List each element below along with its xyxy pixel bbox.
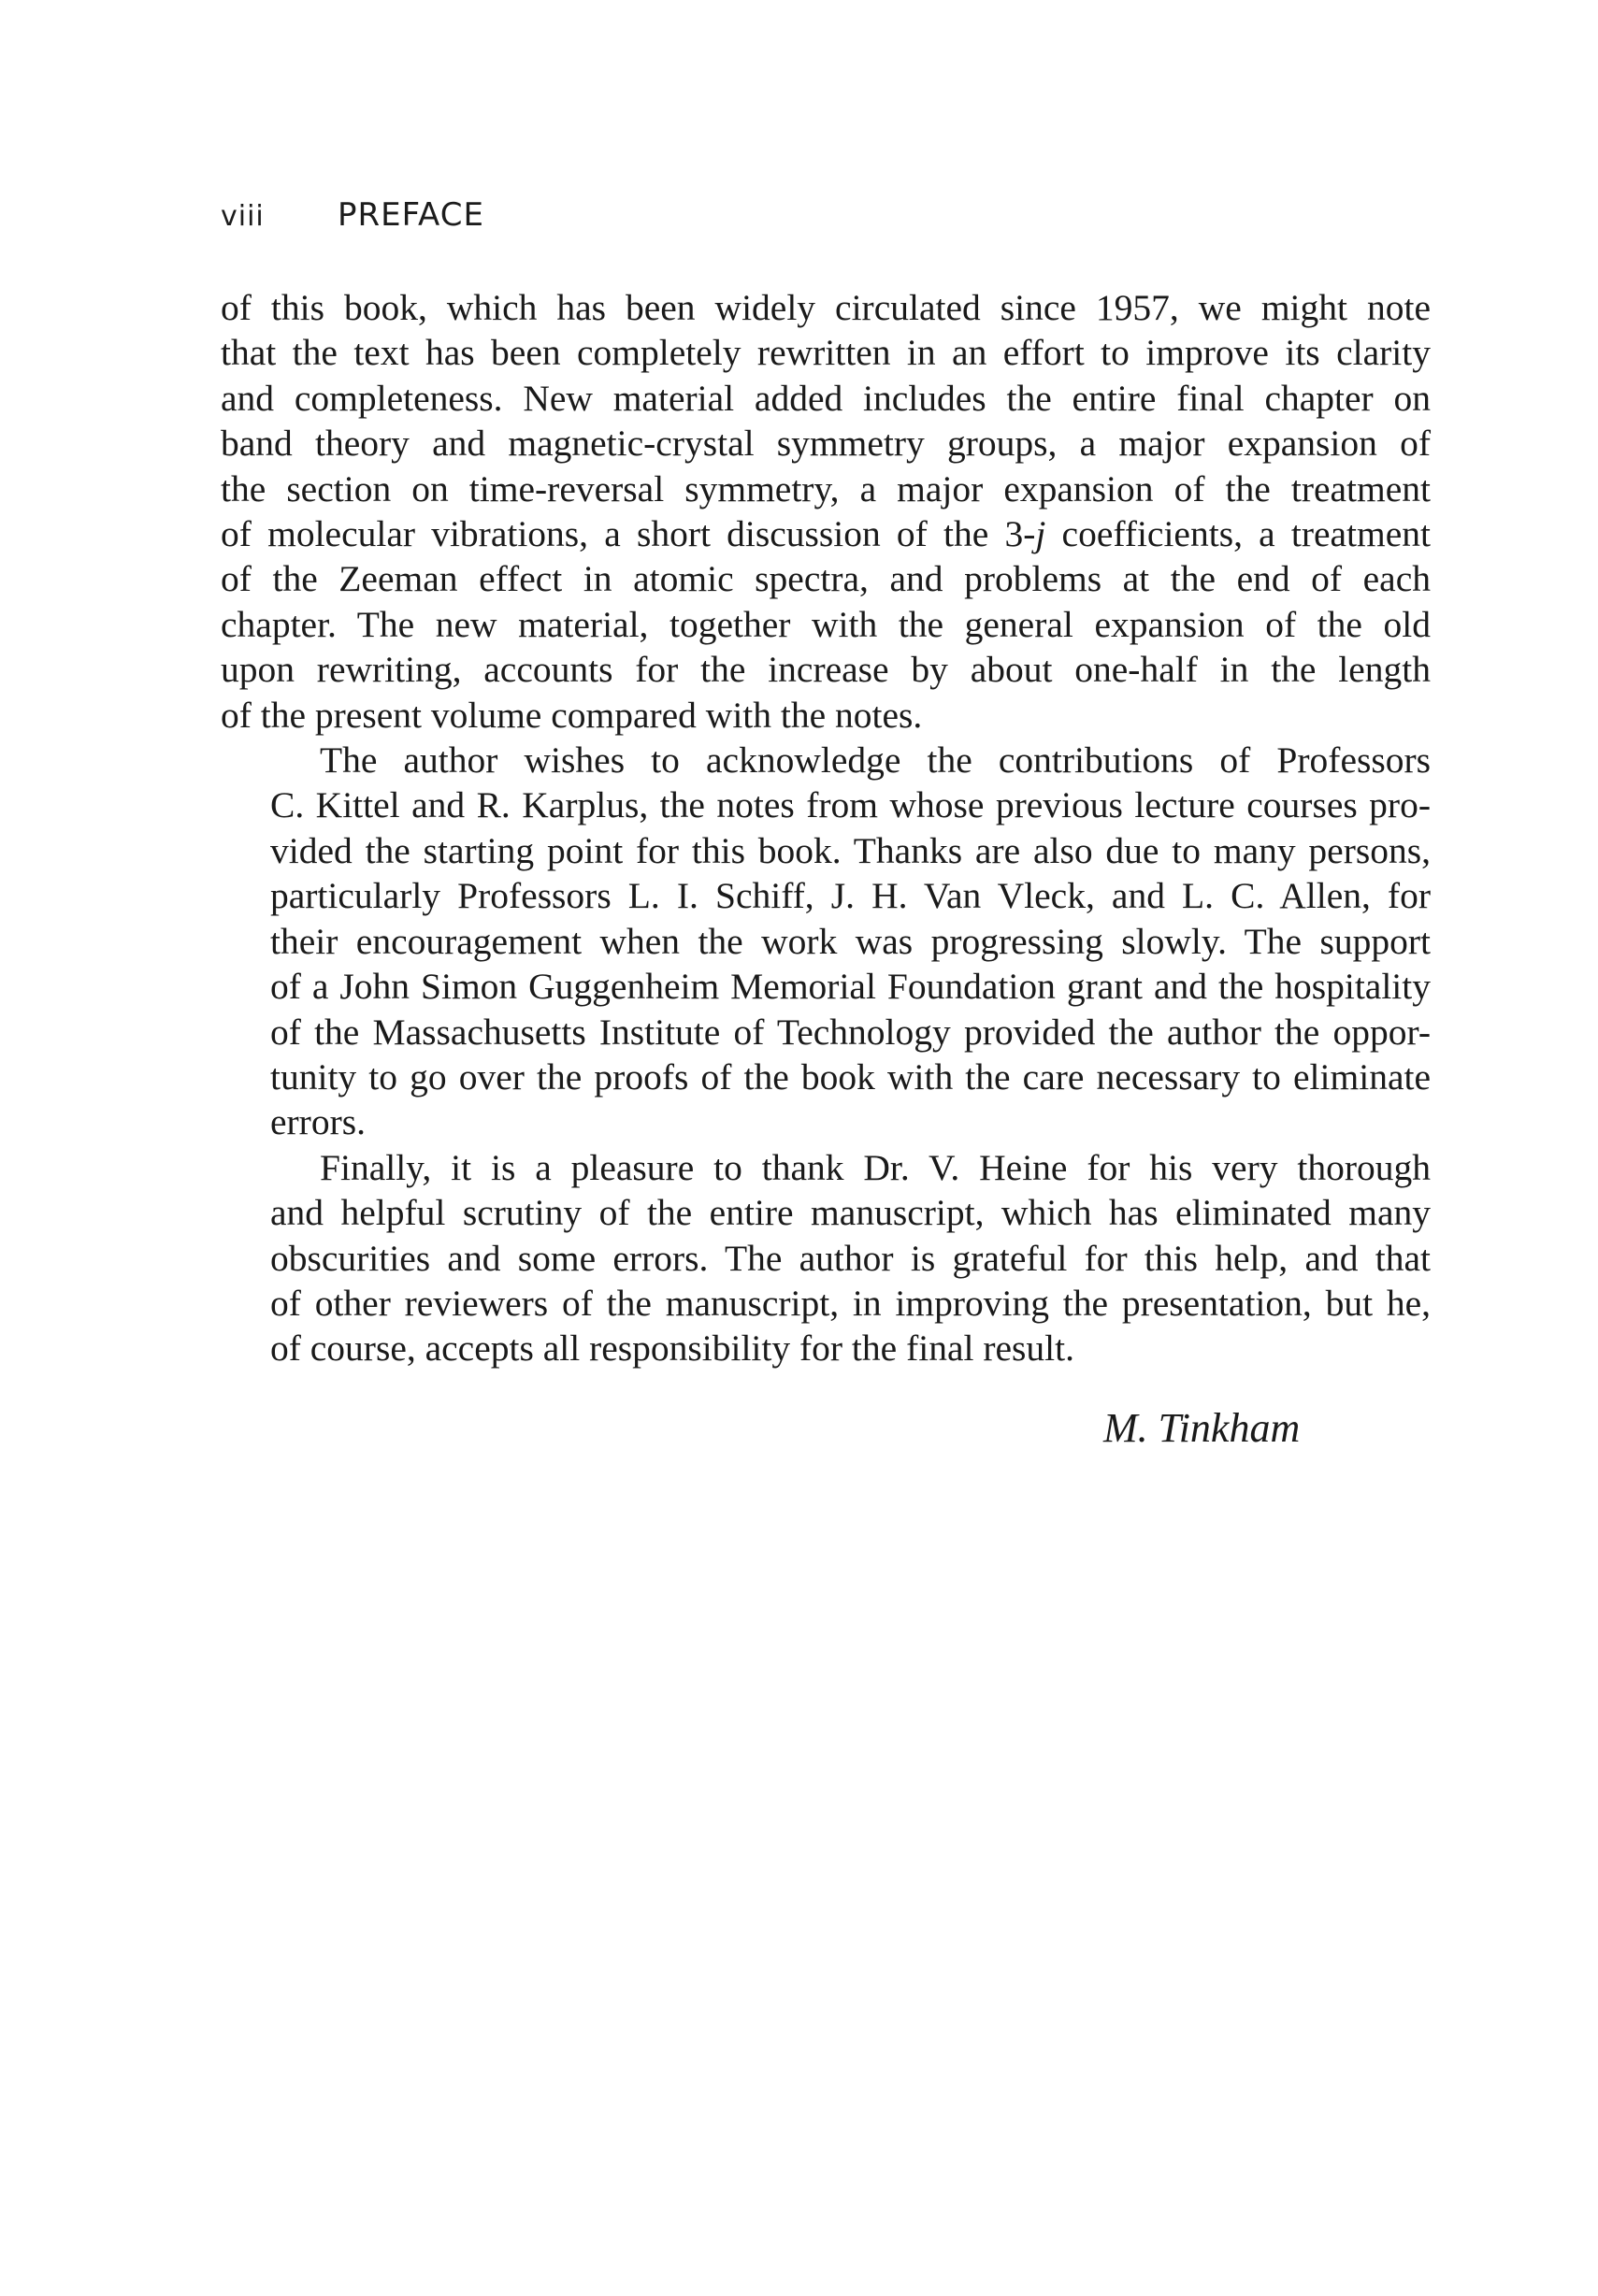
running-head xyxy=(221,196,484,234)
text-line: The author wishes to acknowledge the contributions of Professors xyxy=(320,739,1431,782)
preface-body xyxy=(221,285,1431,1371)
paragraph-3 xyxy=(221,1145,1431,1371)
text-line: band theory and magnetic-crystal symmetry groups, a major expansion of xyxy=(221,423,1431,465)
text-line: of molecular vibrations, a short discussion of the 3-j coefficients, a treatment xyxy=(221,513,1431,555)
text-line: particularly Professors L. I. Schiff, J. H. Van Vleck, and L. C. Allen, for xyxy=(270,875,1431,917)
text-line: of the present volume compared with the notes. xyxy=(221,694,923,736)
paragraph-2 xyxy=(221,738,1431,1145)
paragraph-1 xyxy=(221,285,1431,738)
text-line: of this book, which has been widely circulated since 1957, we might note xyxy=(221,287,1431,328)
text-line: Finally, it is a pleasure to thank Dr. V. Heine for his very thorough xyxy=(320,1146,1431,1188)
text-line: of other reviewers of the manuscript, in improving the presentation, but he, xyxy=(270,1282,1431,1324)
text-line: the section on time-reversal symmetry, a major expansion of the treatment xyxy=(221,467,1431,509)
author-signature: M. Tinkham xyxy=(1103,1405,1301,1451)
text-line: of the Massachusetts Institute of Technology provided the author the oppor- xyxy=(270,1011,1431,1053)
text-line: errors. xyxy=(270,1101,366,1143)
text-line: upon rewriting, accounts for the increase by about one-half in the length xyxy=(221,649,1431,691)
text-line: of the Zeeman effect in atomic spectra, and problems at the end of each xyxy=(221,558,1431,600)
text-line: that the text has been completely rewritten in an effort to improve its clarity xyxy=(221,332,1431,374)
text-line: obscurities and some errors. The author is grateful for this help, and that xyxy=(270,1237,1431,1279)
text-line: and helpful scrutiny of the entire manuscript, which has eliminated many xyxy=(270,1192,1431,1234)
text-line: vided the starting point for this book. Thanks are also due to many persons, xyxy=(270,829,1431,871)
page-number: viii xyxy=(221,200,265,233)
text-line: their encouragement when the work was progressing slowly. The support xyxy=(270,920,1431,962)
section-title: PREFACE xyxy=(338,196,484,234)
text-line: C. Kittel and R. Karplus, the notes from whose previous lecture courses pro- xyxy=(270,784,1431,826)
text-line: of course, accepts all responsibility for the final result. xyxy=(270,1327,1074,1370)
text-line: chapter. The new material, together with the general expansion of the old xyxy=(221,603,1431,645)
text-line: and completeness. New material added includes the entire final chapter on xyxy=(221,377,1431,419)
text-line: of a John Simon Guggenheim Memorial Foundation grant and the hospitality xyxy=(270,966,1431,1008)
text-line: tunity to go over the proofs of the book with the care necessary to eliminate xyxy=(270,1055,1431,1098)
